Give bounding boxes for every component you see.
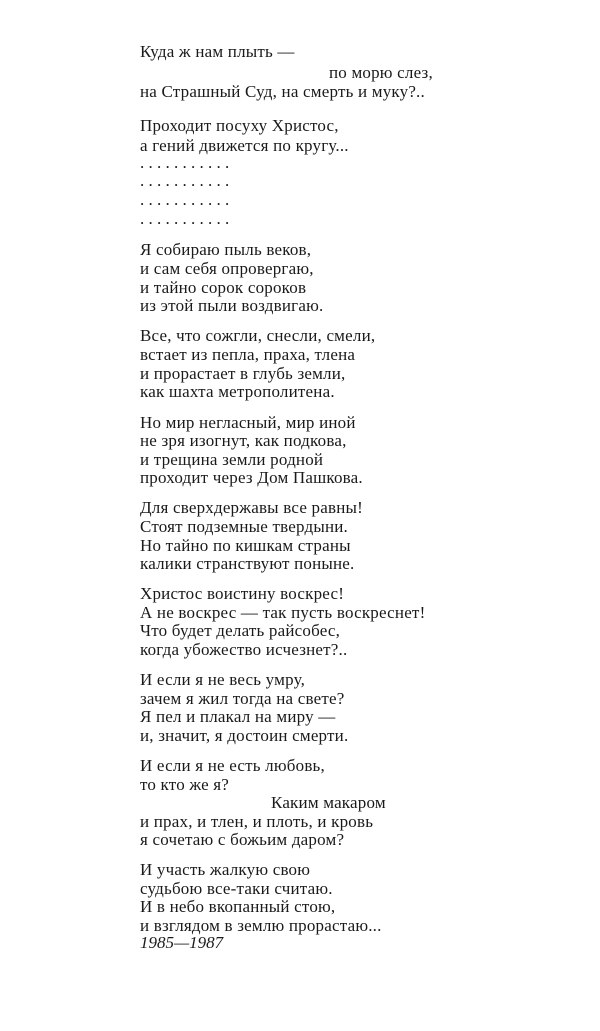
poem-line: и трещина земли родной — [140, 450, 324, 469]
poem-line: и сам себя опровергаю, — [140, 259, 314, 278]
poem-line: и взглядом в землю прорастаю... — [140, 916, 382, 935]
poem-line: и, значит, я достоин смерти. — [140, 726, 349, 745]
poem-line: и прорастает в глубь земли, — [140, 364, 346, 383]
poem-line: Христос воистину воскрес! — [140, 584, 345, 603]
poem-line: не зря изогнут, как подкова, — [140, 431, 347, 450]
poem-line: Но тайно по кишкам страны — [140, 536, 351, 555]
poem-line: а гений движется по кругу... — [140, 136, 349, 155]
poem-date: 1985—1987 — [140, 933, 224, 952]
poem-line: как шахта метрополитена. — [140, 382, 335, 401]
poem-line: И участь жалкую свою — [140, 860, 311, 879]
poem-line: Каким макаром — [271, 793, 386, 812]
poem-line: встает из пепла, праха, тлена — [140, 345, 356, 364]
poem-line: калики странствуют поныне. — [140, 554, 355, 573]
ellipsis-row: . . . . . . . . . . . — [140, 209, 230, 228]
poem-line: И если я не весь умру, — [140, 670, 306, 689]
poem-line: судьбою все-таки считаю. — [140, 879, 333, 898]
poem-line: из этой пыли воздвигаю. — [140, 296, 324, 315]
poem-line: и тайно сорок сороков — [140, 278, 307, 297]
poem-line: по морю слез, — [329, 63, 433, 82]
poem-line: Стоят подземные твердыни. — [140, 517, 348, 536]
poem-line: зачем я жил тогда на свете? — [140, 689, 345, 708]
poem-line: А не воскрес — так пусть воскреснет! — [140, 603, 426, 622]
ellipsis-row: . . . . . . . . . . . — [140, 153, 230, 172]
poem-line: то кто же я? — [140, 775, 230, 794]
poem-line: Куда ж нам плыть — — [140, 42, 295, 61]
poem-line: я сочетаю с божьим даром? — [140, 830, 345, 849]
poem-line: Все, что сожгли, снесли, смели, — [140, 326, 376, 345]
poem-line: Что будет делать райсобес, — [140, 621, 341, 640]
poem-line: Я собираю пыль веков, — [140, 240, 312, 259]
poem-line: Я пел и плакал на миру — — [140, 707, 336, 726]
poem-line: И если я не есть любовь, — [140, 756, 325, 775]
poem-line: Проходит посуху Христос, — [140, 116, 339, 135]
poem-line: Но мир негласный, мир иной — [140, 413, 356, 432]
poem-line: Для сверхдержавы все равны! — [140, 498, 363, 517]
ellipsis-row: . . . . . . . . . . . — [140, 190, 230, 209]
poem-line: проходит через Дом Пашкова. — [140, 468, 363, 487]
ellipsis-row: . . . . . . . . . . . — [140, 171, 230, 190]
poem-line: когда убожество исчезнет?.. — [140, 640, 348, 659]
poem-line: И в небо вкопанный стою, — [140, 897, 336, 916]
poem-line: и прах, и тлен, и плоть, и кровь — [140, 812, 374, 831]
poem-line: на Страшный Суд, на смерть и муку?.. — [140, 82, 425, 101]
